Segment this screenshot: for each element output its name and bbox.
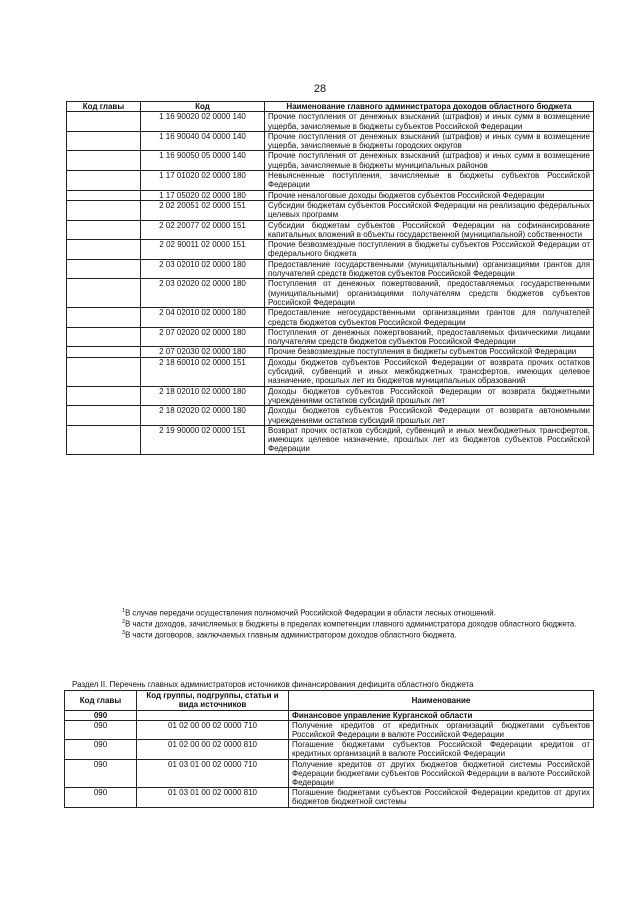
footnote-mark: 3	[122, 630, 126, 636]
code-cell: 2 18 02010 02 0000 180	[141, 386, 265, 406]
table-row	[65, 740, 594, 759]
code-cell: 2 03 02010 02 0000 180	[141, 259, 265, 279]
table-row	[67, 279, 594, 308]
chapter-code-cell	[67, 386, 141, 406]
code-cell: 1 17 05020 02 0000 180	[141, 190, 265, 200]
chapter-code-cell	[67, 327, 141, 347]
chapter-code-cell	[67, 220, 141, 240]
footnote-mark: 1	[122, 608, 126, 614]
table-row	[67, 240, 594, 260]
table-row	[67, 151, 594, 171]
page-number: 28	[313, 83, 327, 95]
name-cell: Предоставление негосударственными организациями грантов для получателей средств бюджетов субъектов Российской Федерации	[265, 308, 594, 328]
table-row	[65, 788, 594, 807]
code-cell: 2 19 90000 02 0000 151	[141, 425, 265, 454]
header-name: Наименование главного администратора доходов областного бюджета	[265, 102, 594, 112]
name-cell: Субсидии бюджетам субъектов Российской Федерации на реализацию федеральных целевых программ	[265, 200, 594, 220]
group-code-cell: 01 02 00 00 02 0000 710	[137, 720, 289, 739]
code-cell: 2 02 90011 02 0000 151	[141, 240, 265, 260]
financing-sources-table	[64, 690, 594, 808]
name-cell: Прочие поступления от денежных взысканий (штрафов) и иных сумм в возмещение ущерба, зачисляемые в бюджеты муниципальных районов	[265, 151, 594, 171]
name-cell: Доходы бюджетов субъектов Российской Федерации от возврата автономными учреждениями остатков субсидий прошлых лет	[265, 406, 594, 426]
name-cell: Прочие неналоговые доходы бюджетов субъектов Российской Федерации	[265, 190, 594, 200]
name-cell: Погашение бюджетами субъектов Российской Федерации кредитов от кредитных организаций в валюте Российской Федерации	[289, 740, 594, 759]
name-cell: Получение кредитов от кредитных организаций бюджетами субъектов Российской Федерации в валюте Российской Федерации	[289, 720, 594, 739]
header-group-code: Код группы, подгруппы, статьи и вида источников	[137, 691, 289, 711]
chapter-code-cell	[67, 259, 141, 279]
group-code-cell	[137, 710, 289, 720]
code-cell: 2 04 02010 02 0000 180	[141, 308, 265, 328]
code-cell: 2 02 20051 02 0000 151	[141, 200, 265, 220]
table-row	[67, 308, 594, 328]
code-cell: 2 07 02030 02 0000 180	[141, 347, 265, 357]
table-row	[67, 259, 594, 279]
chapter-code-cell	[67, 240, 141, 260]
footnote-mark: 2	[122, 619, 126, 625]
table-row	[67, 425, 594, 454]
code-cell: 2 07 02020 02 0000 180	[141, 327, 265, 347]
name-cell: Доходы бюджетов субъектов Российской Федерации от возврата бюджетными учреждениями остатков субсидий прошлых лет	[265, 386, 594, 406]
table-row	[67, 347, 594, 357]
chapter-code-cell: 090	[65, 788, 137, 807]
chapter-code-cell	[67, 131, 141, 151]
footnote-text: В части доходов, зачисляемых в бюджеты в пределах компетенции главного администратора доходов областного бюджета.	[125, 619, 577, 629]
name-cell: Поступления от денежных пожертвований, предоставляемых государственными (муниципальными) организациями получателям средств бюджетов субъектов Российской Федерации	[265, 279, 594, 308]
table-row	[67, 190, 594, 200]
chapter-code-cell	[67, 279, 141, 308]
header-chapter-code: Код главы	[67, 102, 141, 112]
name-cell: Субсидии бюджетам субъектов Российской Федерации на софинансирование капитальных вложений в объекты государственной (муниципальной) собственности	[265, 220, 594, 240]
chapter-code-cell: 090	[65, 710, 137, 720]
chapter-code-cell	[67, 171, 141, 191]
name-cell: Доходы бюджетов субъектов Российской Федерации от возврата прочих остатков субсидий, субвенций и иных межбюджетных трансфертов, имеющих целевое назначение, прошлых лет из бюджетов муниципальных образований	[265, 357, 594, 386]
header-name: Наименование	[289, 691, 594, 711]
footnotes	[122, 607, 596, 640]
header-code: Код	[141, 102, 265, 112]
chapter-code-cell	[67, 406, 141, 426]
footnote-text: В случае передачи осуществления полномочий Российской Федерации в области лесных отношений.	[125, 608, 496, 618]
chapter-code-cell: 090	[65, 759, 137, 788]
name-cell: Прочие поступления от денежных взысканий (штрафов) и иных сумм в возмещение ущерба, зачисляемые в бюджеты субъектов Российской Федерации	[265, 112, 594, 132]
table-row	[65, 759, 594, 788]
code-cell: 2 18 02020 02 0000 180	[141, 406, 265, 426]
footnote	[122, 618, 596, 629]
footnote-text: В части договоров, заключаемых главным администратором доходов областного бюджета.	[125, 630, 457, 640]
code-cell: 1 17 01020 02 0000 180	[141, 171, 265, 191]
code-cell: 2 03 02020 02 0000 180	[141, 279, 265, 308]
code-cell: 1 16 90050 05 0000 140	[141, 151, 265, 171]
name-cell: Прочие безвозмездные поступления в бюджеты субъектов Российской Федерации от федерального бюджета	[265, 240, 594, 260]
table-row	[67, 112, 594, 132]
chapter-code-cell	[67, 425, 141, 454]
table-row	[67, 171, 594, 191]
table-row	[67, 220, 594, 240]
footnote	[122, 607, 596, 618]
footnote	[122, 629, 596, 640]
chapter-code-cell	[67, 112, 141, 132]
table-header-row	[65, 691, 594, 711]
table-row	[67, 327, 594, 347]
header-chapter-code: Код главы	[65, 691, 137, 711]
section-2-title: Раздел II. Перечень главных администраторов источников финансирования дефицита областного бюджета	[72, 680, 474, 689]
table-row	[65, 720, 594, 739]
chapter-code-cell	[67, 357, 141, 386]
group-code-cell: 01 02 00 00 02 0000 810	[137, 740, 289, 759]
name-cell: Поступления от денежных пожертвований, предоставляемых физическими лицами получателям средств бюджетов субъектов Российской Федерации	[265, 327, 594, 347]
chapter-code-cell	[67, 151, 141, 171]
chapter-code-cell: 090	[65, 740, 137, 759]
name-cell: Погашение бюджетами субъектов Российской Федерации кредитов от других бюджетов бюджетной системы	[289, 788, 594, 807]
name-cell: Возврат прочих остатков субсидий, субвенций и иных межбюджетных трансфертов, имеющих целевое назначение, прошлых лет из бюджетов субъектов Российской Федерации	[265, 425, 594, 454]
chapter-code-cell: 090	[65, 720, 137, 739]
table-row	[67, 386, 594, 406]
name-cell: Прочие поступления от денежных взысканий (штрафов) и иных сумм в возмещение ущерба, зачисляемые в бюджеты городских округов	[265, 131, 594, 151]
code-cell: 2 02 20077 02 0000 151	[141, 220, 265, 240]
chapter-code-cell	[67, 308, 141, 328]
table-row	[67, 406, 594, 426]
name-cell: Получение кредитов от других бюджетов бюджетной системы Российской Федерации бюджетами субъектов Российской Федерации в валюте Российской Федерации	[289, 759, 594, 788]
chapter-code-cell	[67, 347, 141, 357]
group-code-cell: 01 03 01 00 02 0000 810	[137, 788, 289, 807]
name-cell: Невыясненные поступления, зачисляемые в бюджеты субъектов Российской Федерации	[265, 171, 594, 191]
name-cell: Финансовое управление Курганской области	[289, 710, 594, 720]
table-row	[65, 710, 594, 720]
chapter-code-cell	[67, 200, 141, 220]
code-cell: 1 16 90020 02 0000 140	[141, 112, 265, 132]
name-cell: Предоставление государственными (муниципальными) организациями грантов для получателей средств бюджетов субъектов Российской Федерации	[265, 259, 594, 279]
financing-table-body	[65, 710, 594, 807]
group-code-cell: 01 03 01 00 02 0000 710	[137, 759, 289, 788]
revenue-administrators-table	[66, 101, 594, 455]
chapter-code-cell	[67, 190, 141, 200]
revenue-table-body	[67, 112, 594, 454]
table-row	[67, 131, 594, 151]
name-cell: Прочие безвозмездные поступления в бюджеты субъектов Российской Федерации	[265, 347, 594, 357]
table-row	[67, 357, 594, 386]
code-cell: 2 18 60010 02 0000 151	[141, 357, 265, 386]
table-row	[67, 200, 594, 220]
code-cell: 1 16 90040 04 0000 140	[141, 131, 265, 151]
table-header-row	[67, 102, 594, 112]
